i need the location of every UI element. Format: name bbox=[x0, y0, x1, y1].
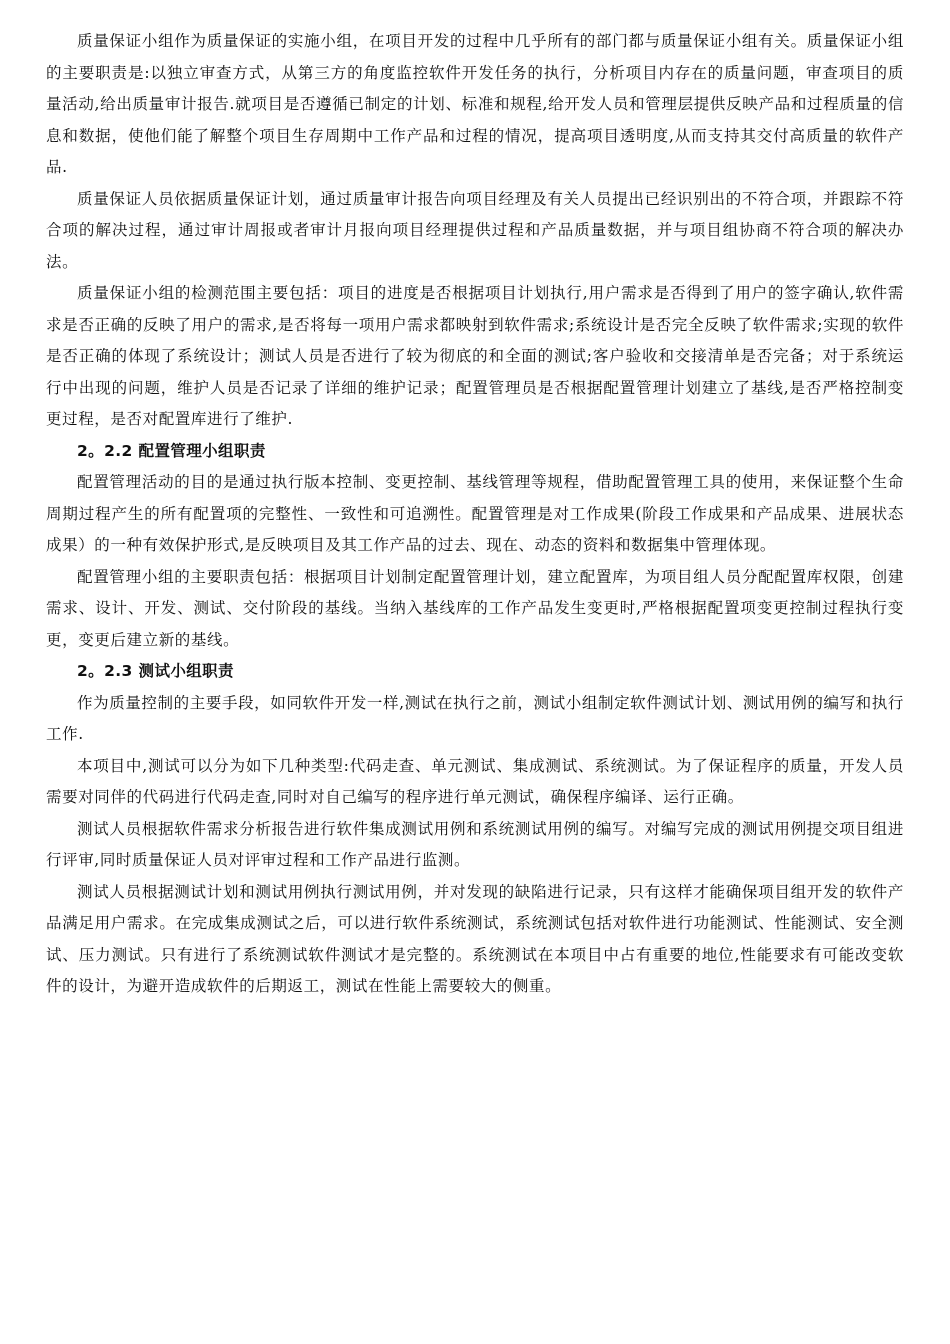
paragraph-testing-intro: 作为质量控制的主要手段，如同软件开发一样,测试在执行之前，测试小组制定软件测试计划、测试用例的编写和执行工作. bbox=[46, 693, 904, 743]
paragraph-qa-scope: 质量保证小组的检测范围主要包括：项目的进度是否根据项目计划执行,用户需求是否得到了用户的签字确认,软件需求是否正确的反映了用户的需求,是否将每一项用户需求都映射到软件需求;系统设计是否完全反映了软件需求;实现的软件是否正确的体现了系统设计；测试人员是否进行了较为彻底的和全面的测试;客户验收和交接清单是否完备；对于系统运行中出现的问题，维护人员是否记录了详细的维护记录；配置管理员是否根据配置管理计划建立了基线,是否严格控制变更过程，是否对配置库进行了维护. bbox=[46, 284, 904, 428]
section-heading-testing: 2。2.3 测试小组职责 bbox=[77, 662, 234, 680]
paragraph-qa-process: 质量保证人员依据质量保证计划，通过质量审计报告向项目经理及有关人员提出已经识别出的不符合项，并跟踪不符合项的解决过程，通过审计周报或者审计月报向项目经理提供过程和产品质量数据，并与项目组协商不符合项的解决办法。 bbox=[46, 189, 904, 271]
paragraph-config-purpose: 配置管理活动的目的是通过执行版本控制、变更控制、基线管理等规程，借助配置管理工具的使用，来保证整个生命周期过程产生的所有配置项的完整性、一致性和可追溯性。配置管理是对工作成果(阶段工作成果和产品成果、进展状态成果）的一种有效保护形式,是反映项目及其工作产品的过去、现在、动态的资料和数据集中管理体现。 bbox=[46, 473, 904, 554]
paragraph-testing-types: 本项目中,测试可以分为如下几种类型:代码走查、单元测试、集成测试、系统测试。为了保证程序的质量，开发人员需要对同伴的代码进行代码走查,同时对自己编写的程序进行单元测试，确保程序编译、运行正确。 bbox=[46, 756, 904, 806]
paragraph-testing-cases: 测试人员根据软件需求分析报告进行软件集成测试用例和系统测试用例的编写。对编写完成的测试用例提交项目组进行评审,同时质量保证人员对评审过程和工作产品进行监测。 bbox=[46, 819, 904, 869]
section-heading-config-management: 2。2.2 配置管理小组职责 bbox=[77, 441, 266, 460]
paragraph-config-duties: 配置管理小组的主要职责包括：根据项目计划制定配置管理计划，建立配置库，为项目组人员分配配置库权限，创建需求、设计、开发、测试、交付阶段的基线。当纳入基线库的工作产品发生变更时,严格根据配置项变更控制过程执行变更，变更后建立新的基线。 bbox=[46, 567, 904, 649]
paragraph-qa-role: 质量保证小组作为质量保证的实施小组，在项目开发的过程中几乎所有的部门都与质量保证小组有关。质量保证小组的主要职责是:以独立审查方式，从第三方的角度监控软件开发任务的执行，分析项目内存在的质量问题，审查项目的质量活动,给出质量审计报告.就项目是否遵循已制定的计划、标准和规程,给开发人员和管理层提供反映产品和过程质量的信息和数据，使他们能了解整个项目生存周期中工作产品和过程的情况，提高项目透明度,从而支持其交付高质量的软件产品. bbox=[46, 32, 904, 176]
paragraph-testing-execution: 测试人员根据测试计划和测试用例执行测试用例，并对发现的缺陷进行记录，只有这样才能确保项目组开发的软件产品满足用户需求。在完成集成测试之后，可以进行软件系统测试，系统测试包括对软件进行功能测试、性能测试、安全测试、压力测试。只有进行了系统测试软件测试才是完整的。系统测试在本项目中占有重要的地位,性能要求有可能改变软件的设计，为避开造成软件的后期返工，测试在性能上需要较大的侧重。 bbox=[46, 882, 904, 995]
